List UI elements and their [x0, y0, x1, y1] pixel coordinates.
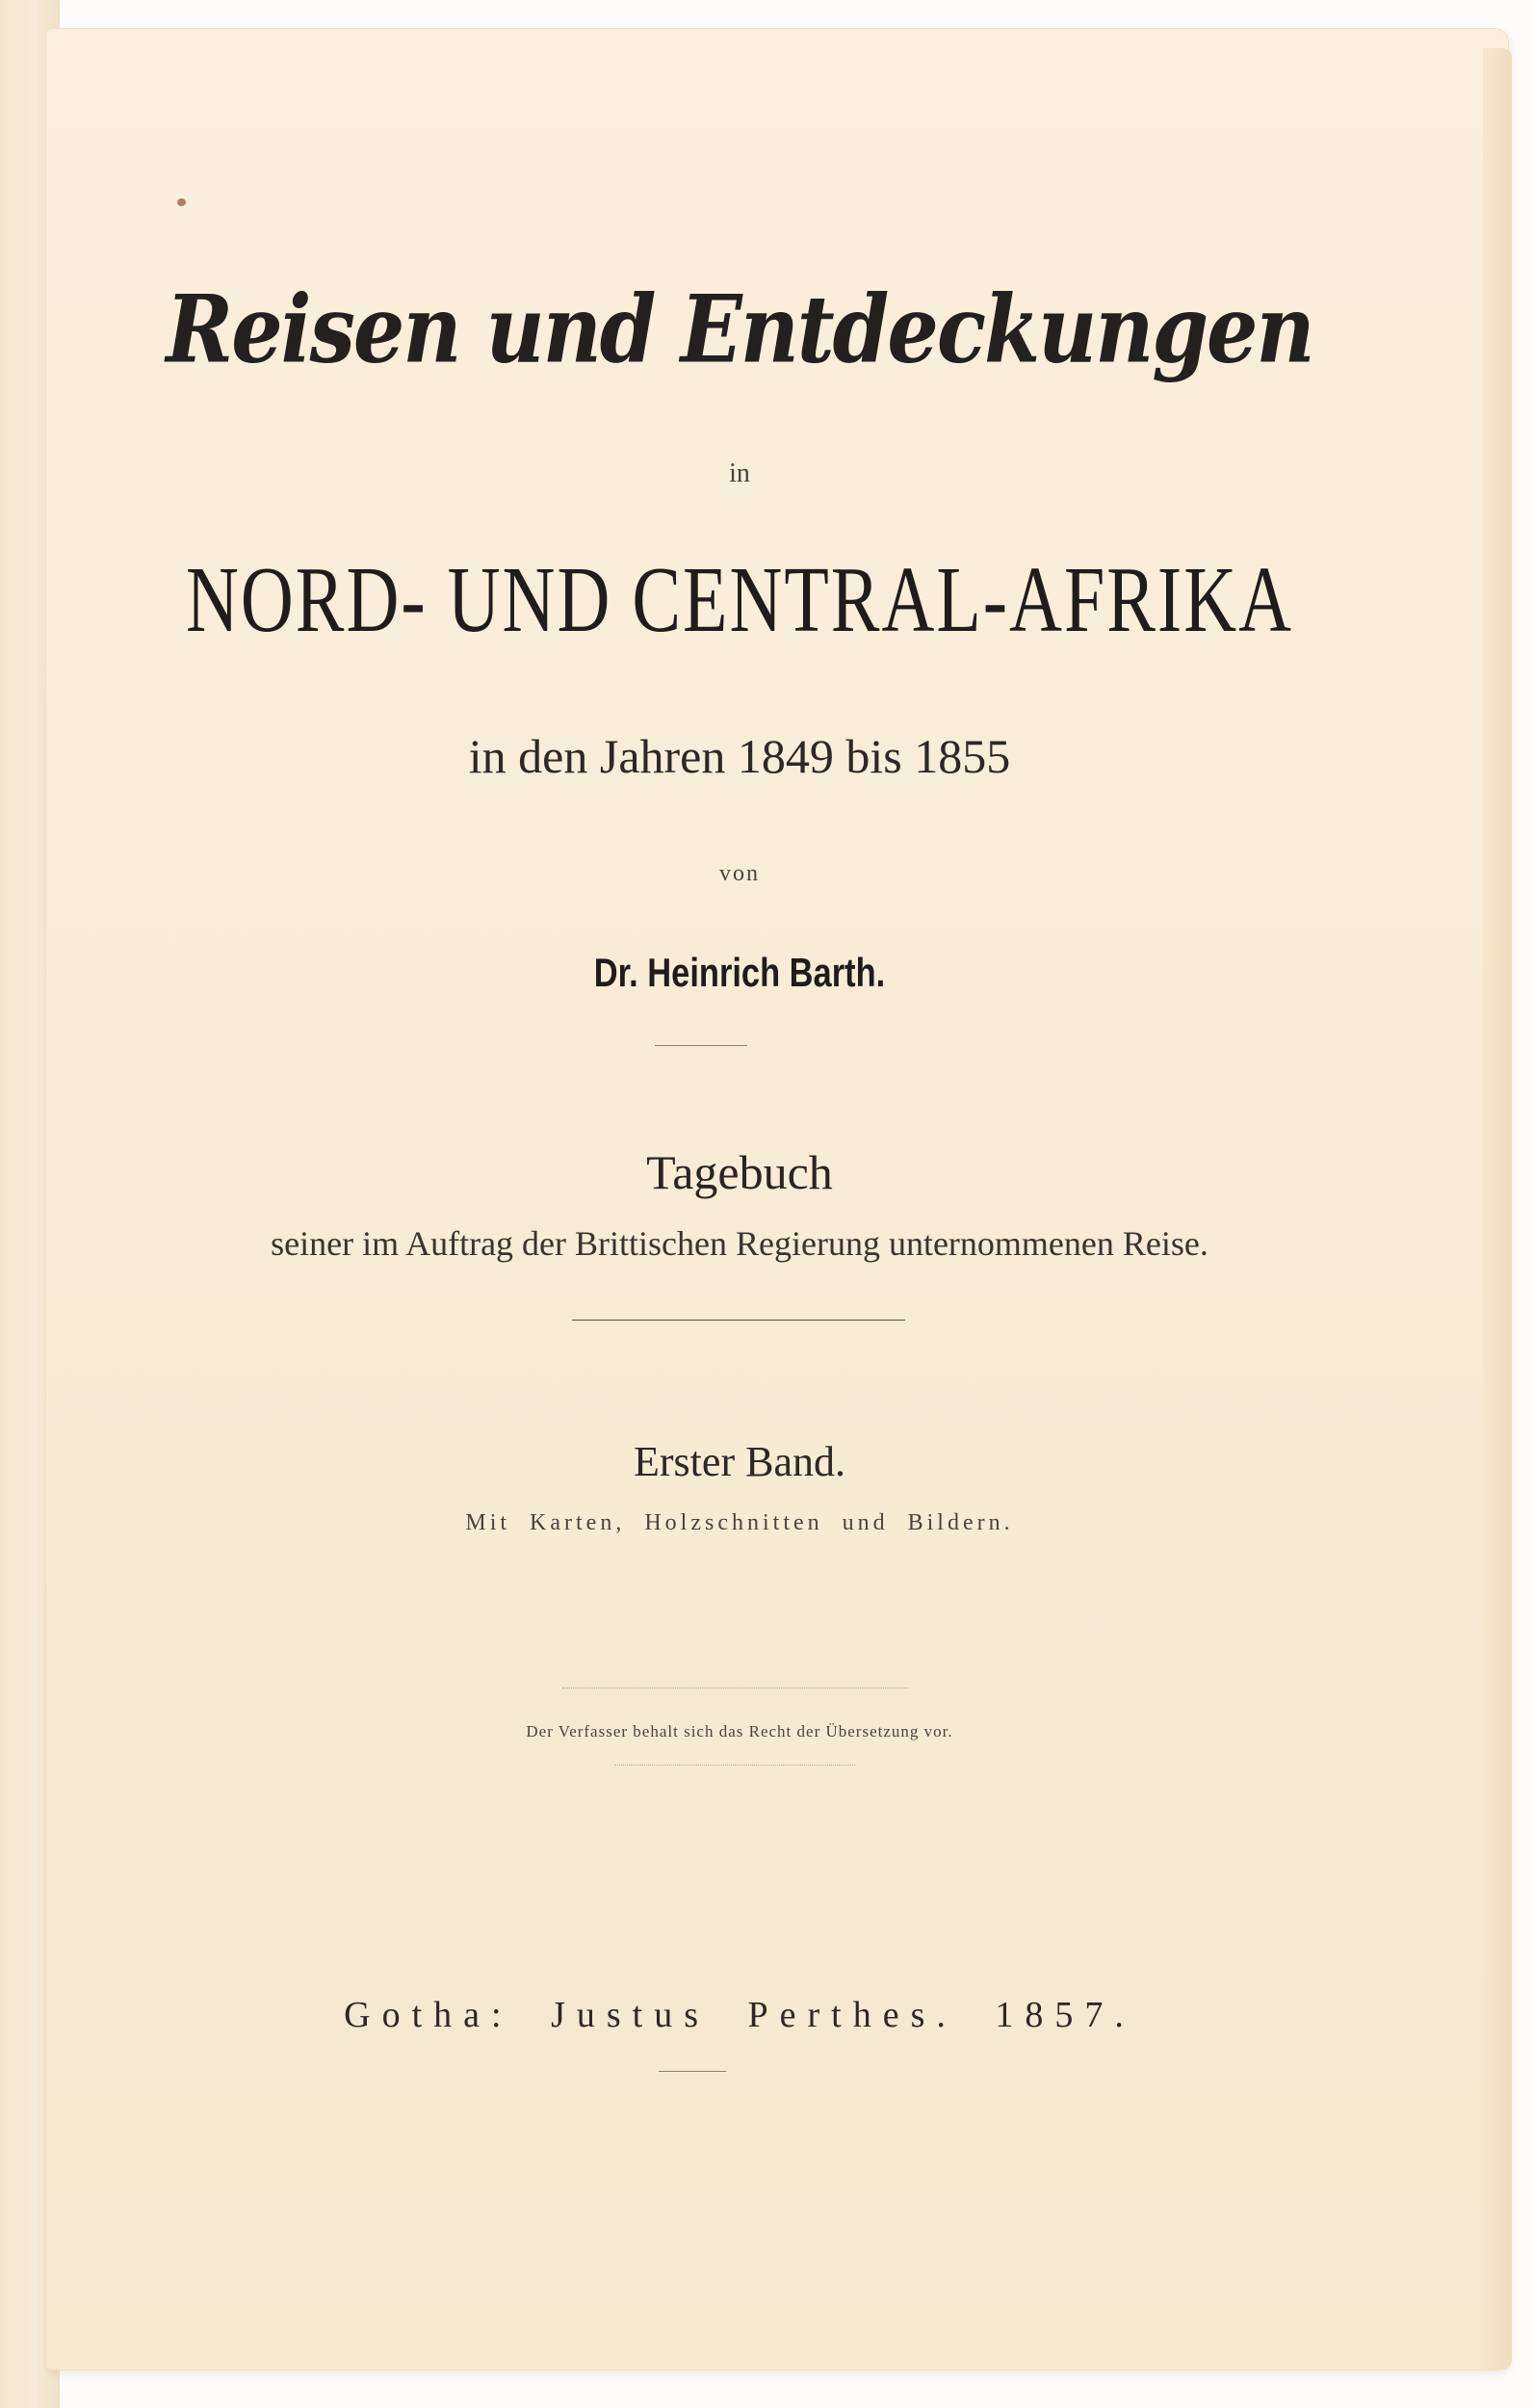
page-right-edge: [1483, 48, 1512, 2369]
region-title: NORD- UND CENTRAL-AFRIKA: [186, 548, 1293, 652]
publisher-imprint: Gotha: Justus Perthes. 1857.: [344, 1995, 1135, 2035]
paper-speck: [177, 198, 186, 206]
copyright-note: Der Verfasser behalt sich das Recht der Übersetzung vor.: [526, 1722, 953, 1741]
illustrations-note: Mit Karten, Holzschnitten und Bildern.: [465, 1510, 1014, 1535]
author-name: Dr. Heinrich Barth.: [593, 950, 886, 995]
closing-rule: [659, 2071, 726, 2072]
work-type: Tagebuch: [646, 1145, 833, 1199]
volume-label: Erster Band.: [634, 1438, 845, 1485]
ornamental-rule-top: [562, 1688, 909, 1694]
title-page: [46, 29, 1508, 2369]
book-title: Reisen und Entdeckungen: [166, 274, 1313, 384]
by-line: von: [719, 861, 760, 886]
years-line: in den Jahren 1849 bis 1855: [468, 729, 1011, 783]
short-rule: [655, 1045, 747, 1046]
ornamental-rule-bottom: [614, 1765, 855, 1771]
long-rule: [572, 1320, 905, 1321]
title-connector: in: [729, 458, 750, 488]
subtitle: seiner im Auftrag der Brittischen Regierung unternommenen Reise.: [271, 1224, 1208, 1263]
